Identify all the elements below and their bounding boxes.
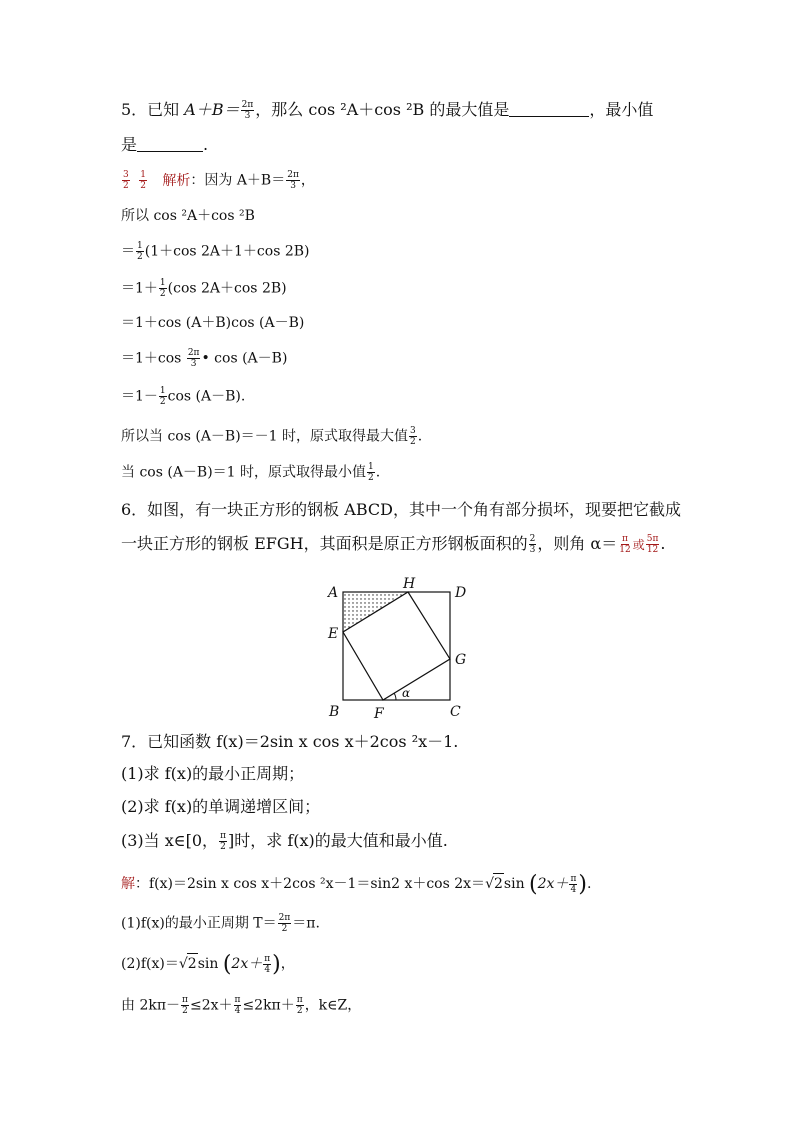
q7-part3: (3)当 x∈[0， $\frac{\pi}{2}$ ]时，求 f(x)的最大值和最小值. (121, 831, 448, 852)
q6-line2: 一块正方形的钢板 EFGH，其面积是原正方形钢板面积的 $\frac{2}{3}$ ，则角 α＝ $\frac{\pi}{12}$ 或 $\frac{5\pi}{12}$ . (121, 534, 666, 555)
q5-line1: 5．已知 A＋B＝ $\frac{2\pi}{3}$ ，那么 cos ²A＋cos ²B 的最大值是 ，最小值 (121, 100, 654, 121)
sol5-line4: ＝1＋ $\frac{1}{2}$ (cos 2A＋cos 2B) (121, 278, 287, 299)
q7-part2: (2)求 f(x)的单调递增区间； (121, 797, 321, 816)
sol5-frac-l6: $\frac{2\pi}{3}$ (187, 348, 200, 369)
sol7-frac-l3: $\frac{\pi}{4}$ (264, 953, 271, 975)
sol5-answer2: $\frac{1}{2}$ (140, 170, 146, 191)
sol5-answer1: $\frac{3}{2}$ (123, 170, 129, 191)
sol7-frac-l4b: $\frac{\pi}{4}$ (234, 995, 241, 1016)
label-A: A (328, 585, 339, 601)
sol7-line4: 由 2kπ－ $\frac{\pi}{2}$ ≤2x＋ $\frac{\pi}{4}$ ≤2kπ＋ $\frac{\pi}{2}$ ，k∈Z， (121, 995, 362, 1016)
sol5-line6: ＝1＋cos $\frac{2\pi}{3}$ • cos (A－B) (121, 348, 288, 369)
sol7-label: 解 (121, 876, 135, 892)
label-alpha: α (402, 686, 411, 700)
sol5-line1: $\frac{3}{2}$ $\frac{1}{2}$ 解析：因为 A＋B＝ $\frac{2\pi}{3}$ ， (123, 170, 315, 191)
q7-p3-fraction: $\frac{\pi}{2}$ (220, 831, 226, 852)
angle-alpha-arc (394, 693, 396, 700)
sqrt-symbol: √ (485, 876, 494, 892)
sol5-line7: ＝1－ $\frac{1}{2}$ cos (A－B). (121, 386, 246, 407)
sol5-line3: ＝ $\frac{1}{2}$ (1＋cos 2A＋1＋cos 2B) (121, 241, 310, 262)
label-F: F (374, 706, 384, 722)
sol7-frac-l2: $\frac{2\pi}{2}$ (278, 913, 291, 934)
sol7-line3: (2)f(x)＝√2sin (2x＋ $\frac{\pi}{4}$ )， (121, 952, 295, 977)
sol7-line2: (1)f(x)的最小正周期 T＝ $\frac{2\pi}{2}$ ＝π. (121, 913, 320, 934)
q6-fraction: $\frac{2}{3}$ (529, 534, 536, 555)
q5-blank-max[interactable] (509, 102, 589, 117)
label-B: B (329, 704, 340, 720)
q6-line1: 6．如图，有一块正方形的钢板 ABCD，其中一个角有部分损坏，现要把它截成 (121, 500, 681, 519)
sol5-label: 解析 (162, 172, 191, 189)
sol5-frac-l9: $\frac{1}{2}$ (368, 462, 374, 483)
sol5-frac1: $\frac{2\pi}{3}$ (287, 170, 299, 191)
sol7-frac-l1: $\frac{\pi}{4}$ (570, 873, 577, 895)
sol5-line8: 所以当 cos (A－B)＝－1 时，原式取得最大值 $\frac{3}{2}$ . (121, 426, 423, 447)
q7-part1: (1)求 f(x)的最小正周期； (121, 764, 305, 783)
q5-fraction: $\frac{2\pi}{3}$ (241, 100, 254, 121)
q6-answer1: $\frac{\pi}{12}$ (619, 534, 631, 555)
sol5-frac-l4: $\frac{1}{2}$ (159, 278, 166, 299)
sol7-frac-l4c: $\frac{\pi}{2}$ (296, 995, 303, 1016)
sol7-line1: 解：f(x)＝2sin x cos x＋2cos ²x－1＝sin2 x＋cos 2x＝√2sin (2x＋ $\frac{\pi}{4}$ ). (121, 872, 592, 897)
q6-answer2: $\frac{5\pi}{12}$ (646, 534, 659, 555)
label-E: E (328, 626, 339, 642)
sol7-frac-l4a: $\frac{\pi}{2}$ (182, 995, 188, 1016)
label-C: C (450, 704, 461, 720)
sol5-frac-l3: $\frac{1}{2}$ (137, 241, 143, 262)
sol5-line2: 所以 cos ²A＋cos ²B (121, 208, 255, 224)
q5-a-plus-b: A＋B＝ (184, 100, 240, 119)
sol5-frac-l8: $\frac{3}{2}$ (410, 426, 416, 447)
sol5-line9: 当 cos (A－B)＝1 时，原式取得最小值 $\frac{1}{2}$ . (121, 462, 381, 483)
q7-line1: 7．已知函数 f(x)＝2sin x cos x＋2cos ²x－1. (121, 732, 459, 751)
q5-line2: 是 . (121, 135, 209, 154)
sqrt-symbol: √ (178, 956, 188, 972)
label-H: H (403, 576, 416, 592)
label-D: D (455, 585, 467, 601)
sol5-frac-l7: $\frac{1}{2}$ (159, 386, 166, 407)
square-figure (0, 570, 794, 730)
q5-blank-min[interactable] (137, 137, 203, 152)
label-G: G (455, 652, 467, 668)
sol5-line5: ＝1＋cos (A＋B)cos (A－B) (121, 315, 305, 331)
